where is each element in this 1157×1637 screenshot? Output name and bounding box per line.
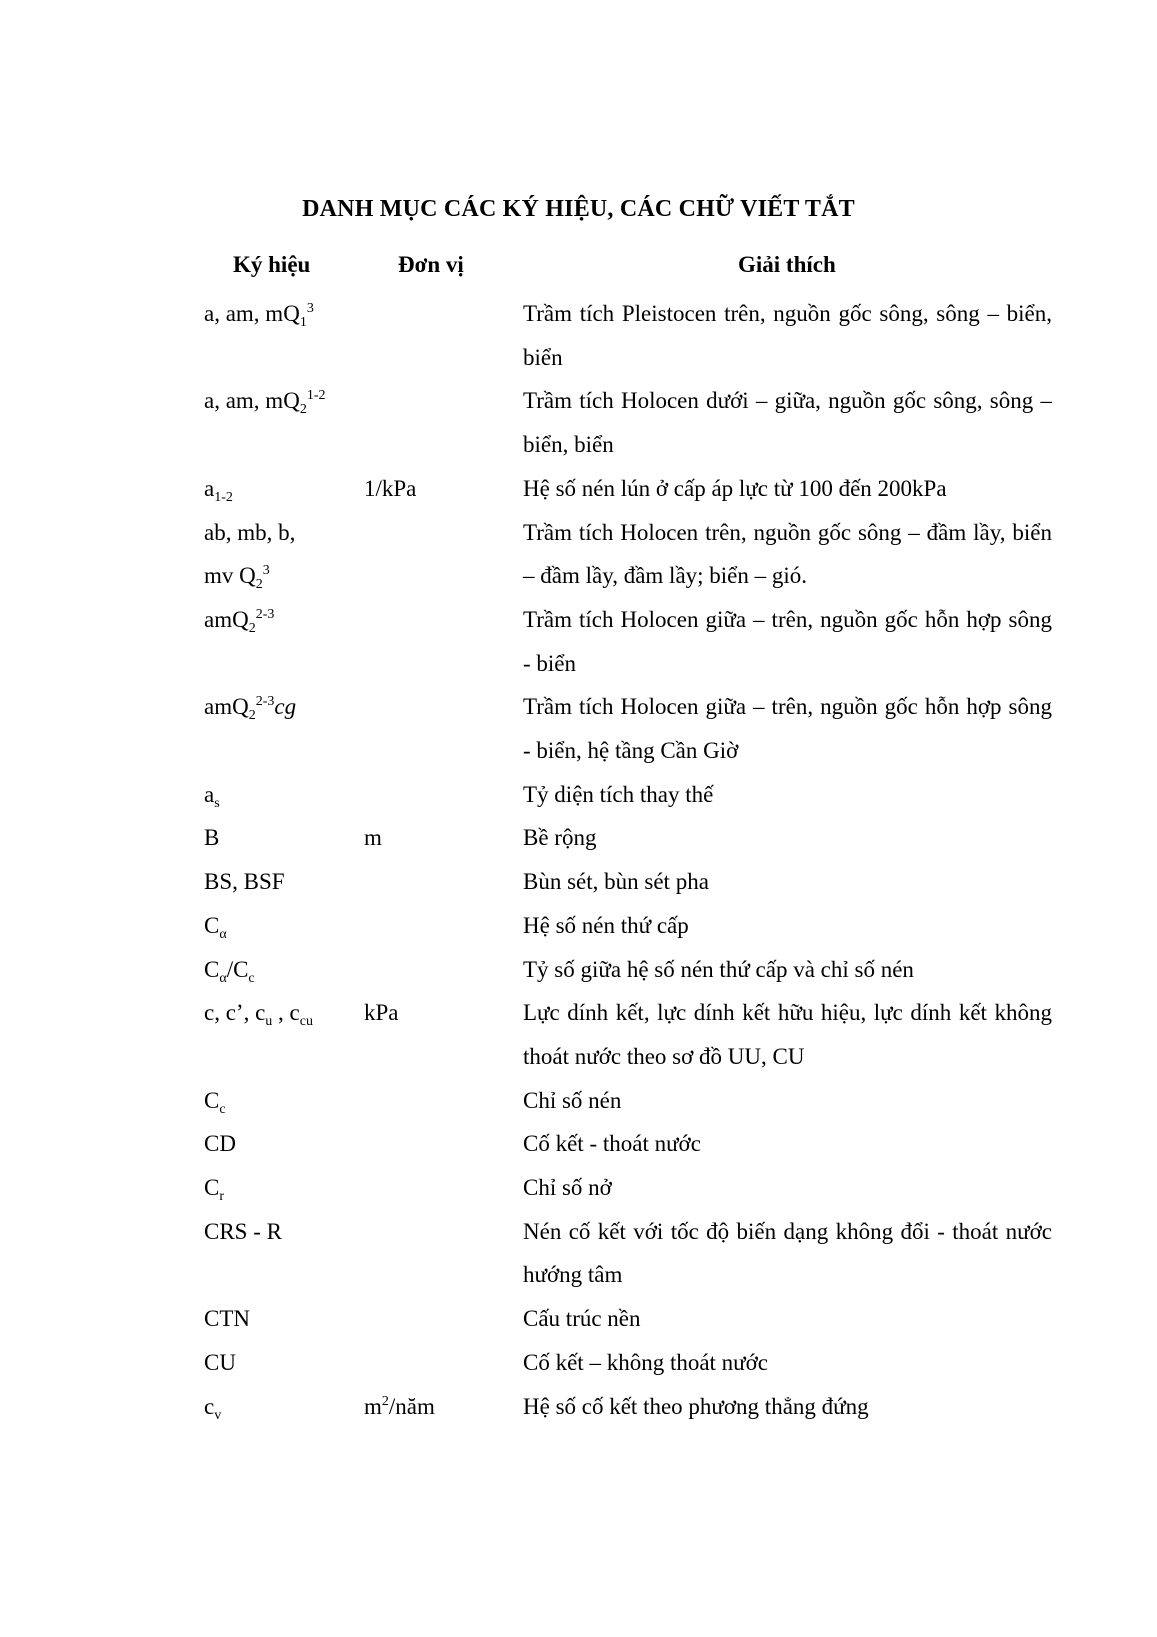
symbol-list (0, 292, 1157, 1428)
list-item (0, 860, 1157, 904)
symbol: B (204, 825, 220, 851)
list-item (0, 948, 1157, 992)
symbol: BS, BSF (204, 869, 285, 895)
list-item (0, 379, 1157, 466)
description: Trầm tích Pleistocen trên, nguồn gốc sông, sông – biển, biển (523, 301, 1052, 370)
header-symbol: Ký hiệu (233, 252, 311, 277)
symbol: amQ$_2^{2-3}$cg (204, 694, 297, 724)
symbol: CTN (204, 1306, 250, 1332)
list-item (0, 685, 1157, 772)
symbol: CRS - R (204, 1218, 282, 1244)
unit: $m^2$/năm (364, 1393, 435, 1419)
list-item (0, 598, 1157, 685)
header-description: Giải thích (738, 252, 836, 277)
unit: m (364, 825, 382, 851)
list-item (0, 1166, 1157, 1210)
description: Chỉ số nở (523, 1175, 612, 1201)
list-item (0, 1210, 1157, 1297)
symbol: a, am, $mQ_1^3$ (204, 301, 314, 330)
symbol: amQ$_2^{2-3}$ (204, 606, 275, 636)
list-item (0, 904, 1157, 948)
list-item (0, 816, 1157, 860)
symbol: CD (204, 1131, 236, 1157)
symbol: a, am, $mQ_2^{1-2}$ (204, 388, 326, 418)
symbol: $C_\alpha$ (204, 912, 227, 942)
list-item (0, 1297, 1157, 1341)
description: Trầm tích Holocen giữa – trên, nguồn gốc hỗn hợp sông - biển, hệ tầng Cần Giờ (523, 694, 1052, 764)
list-item (0, 1385, 1157, 1429)
symbol: $c_v$ (204, 1393, 222, 1423)
description: Trầm tích Holocen trên, nguồn gốc sông – đầm lầy, biển – đầm lầy, đầm lầy; biển – gió. (523, 519, 1052, 589)
symbol: $C_r$ (204, 1175, 225, 1205)
description: Trầm tích Holocen dưới – giữa, nguồn gốc sông, sông – biển, biển (523, 388, 1052, 458)
description: Tỷ diện tích thay thế (523, 781, 714, 807)
description: Trầm tích Holocen giữa – trên, nguồn gốc hỗn hợp sông - biển (523, 606, 1052, 676)
symbol: CU (204, 1349, 236, 1375)
description: Hệ số nén thứ cấp (523, 912, 689, 938)
list-item (0, 773, 1157, 817)
list-item (0, 991, 1157, 1078)
description: Tỷ số giữa hệ số nén thứ cấp và chỉ số nén (523, 956, 914, 982)
description: Hệ số nén lún ở cấp áp lực từ 100 đến 200kPa (523, 475, 947, 501)
unit: kPa (364, 1000, 399, 1026)
symbol: $C_c$ (204, 1087, 226, 1117)
description: Cố kết - thoát nước (523, 1131, 701, 1157)
symbol: ab, mb, b, mv $Q_2^3$ (204, 519, 296, 593)
list-item (0, 511, 1157, 598)
symbol: $a_{1-2}$ (204, 475, 233, 505)
symbol: $a_s$ (204, 781, 220, 811)
description: Chỉ số nén (523, 1087, 622, 1113)
unit: 1/kPa (364, 475, 417, 501)
description: Bề rộng (523, 825, 597, 851)
description: Nén cố kết với tốc độ biến dạng không đổi - thoát nước hướng tâm (523, 1218, 1052, 1288)
header-unit: Đơn vị (398, 252, 464, 277)
description: Cố kết – không thoát nước (523, 1349, 769, 1375)
symbol: c, c’, $c_u$ , $c_{cu}$ (204, 1000, 313, 1030)
description: Bùn sét, bùn sét pha (523, 869, 709, 895)
symbol: $C_\alpha/C_c$ (204, 956, 255, 986)
list-item (0, 1079, 1157, 1123)
list-item (0, 292, 1157, 379)
list-item (0, 1341, 1157, 1385)
description: Cấu trúc nền (523, 1306, 641, 1332)
list-item (0, 1122, 1157, 1166)
list-item (0, 467, 1157, 511)
page-title: DANH MỤC CÁC KÝ HIỆU, CÁC CHỮ VIẾT TẮT (302, 196, 855, 222)
description: Hệ số cố kết theo phương thẳng đứng (523, 1393, 869, 1419)
description: Lực dính kết, lực dính kết hữu hiệu, lực dính kết không thoát nước theo sơ đồ UU, CU (523, 1000, 1052, 1069)
